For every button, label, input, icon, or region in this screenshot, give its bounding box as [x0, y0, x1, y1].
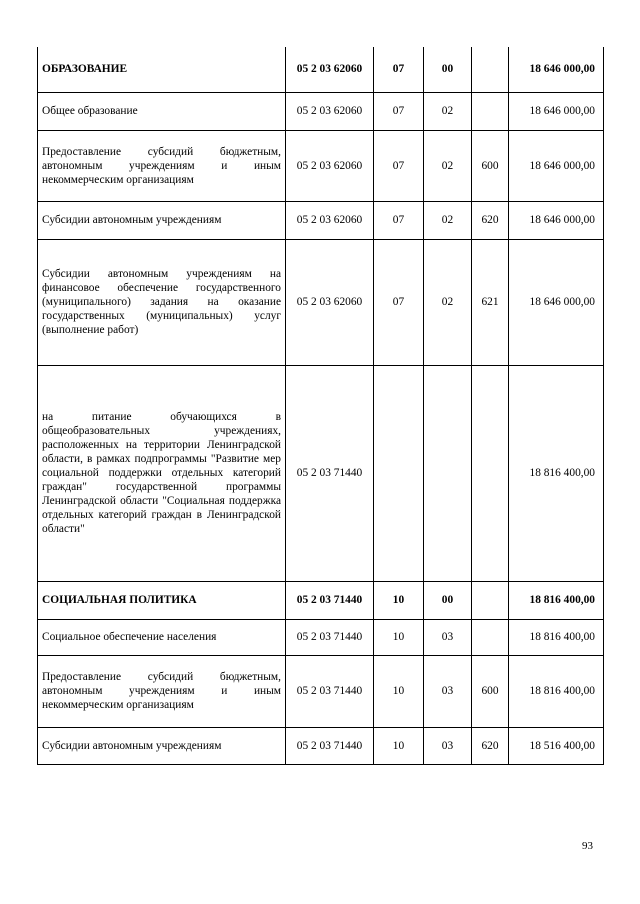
- row-amount: 18 516 400,00: [509, 727, 604, 764]
- row-name: на питание обучающихся в общеобразовательных учреждениях, расположенных на территории Ленинградской области, в рамках подпрограммы "Развитие мер социальной поддержки отдельных категорий граждан" государственной программы Ленинградской области "Социальная поддержка отдельных категорий граждан в Ленинградской области": [38, 365, 286, 581]
- row-code: 05 2 03 71440: [286, 619, 374, 655]
- row-expense-type: 620: [472, 727, 509, 764]
- row-section: 07: [374, 130, 424, 201]
- row-expense-type: [472, 581, 509, 619]
- row-amount: 18 816 400,00: [509, 365, 604, 581]
- row-name: Предоставление субсидий бюджетным, автономным учреждениям и иным некоммерческим организациям: [38, 655, 286, 727]
- row-amount: 18 646 000,00: [509, 92, 604, 130]
- row-expense-type: 600: [472, 655, 509, 727]
- row-amount: 18 646 000,00: [509, 201, 604, 239]
- row-subsection: 03: [424, 619, 472, 655]
- table-row: [38, 619, 604, 655]
- table-row: [38, 201, 604, 239]
- table-row: [38, 365, 604, 581]
- row-name: ОБРАЗОВАНИЕ: [38, 47, 286, 92]
- budget-table: [37, 47, 604, 765]
- row-expense-type: [472, 47, 509, 92]
- table-row: [38, 655, 604, 727]
- row-code: 05 2 03 62060: [286, 92, 374, 130]
- row-name: Предоставление субсидий бюджетным, автономным учреждениям и иным некоммерческим организациям: [38, 130, 286, 201]
- row-subsection: 02: [424, 239, 472, 365]
- row-subsection: [424, 365, 472, 581]
- row-code: 05 2 03 71440: [286, 581, 374, 619]
- row-code: 05 2 03 62060: [286, 201, 374, 239]
- row-subsection: 00: [424, 47, 472, 92]
- row-code: 05 2 03 71440: [286, 655, 374, 727]
- row-section: [374, 365, 424, 581]
- row-name: Субсидии автономным учреждениям: [38, 201, 286, 239]
- row-code: 05 2 03 62060: [286, 47, 374, 92]
- row-section: 10: [374, 581, 424, 619]
- row-subsection: 02: [424, 201, 472, 239]
- page-number: 93: [582, 840, 593, 852]
- row-subsection: 02: [424, 130, 472, 201]
- table-row: [38, 727, 604, 764]
- table-row: [38, 47, 604, 92]
- row-code: 05 2 03 71440: [286, 365, 374, 581]
- row-section: 07: [374, 201, 424, 239]
- row-amount: 18 816 400,00: [509, 581, 604, 619]
- row-section: 10: [374, 655, 424, 727]
- row-subsection: 03: [424, 727, 472, 764]
- table-row: [38, 581, 604, 619]
- row-subsection: 00: [424, 581, 472, 619]
- row-name: Социальное обеспечение населения: [38, 619, 286, 655]
- row-expense-type: [472, 619, 509, 655]
- table-row: [38, 130, 604, 201]
- row-name: Общее образование: [38, 92, 286, 130]
- row-amount: 18 646 000,00: [509, 130, 604, 201]
- row-subsection: 03: [424, 655, 472, 727]
- row-section: 07: [374, 239, 424, 365]
- row-name: Субсидии автономным учреждениям на финансовое обеспечение государственного (муниципального) задания на оказание государственных (муниципальных) услуг (выполнение работ): [38, 239, 286, 365]
- row-name: СОЦИАЛЬНАЯ ПОЛИТИКА: [38, 581, 286, 619]
- row-subsection: 02: [424, 92, 472, 130]
- row-expense-type: 620: [472, 201, 509, 239]
- row-expense-type: 621: [472, 239, 509, 365]
- row-expense-type: [472, 92, 509, 130]
- row-section: 10: [374, 727, 424, 764]
- row-amount: 18 816 400,00: [509, 619, 604, 655]
- row-amount: 18 816 400,00: [509, 655, 604, 727]
- row-expense-type: 600: [472, 130, 509, 201]
- row-section: 10: [374, 619, 424, 655]
- row-name: Субсидии автономным учреждениям: [38, 727, 286, 764]
- table-row: [38, 239, 604, 365]
- row-amount: 18 646 000,00: [509, 47, 604, 92]
- row-amount: 18 646 000,00: [509, 239, 604, 365]
- row-section: 07: [374, 47, 424, 92]
- row-expense-type: [472, 365, 509, 581]
- row-code: 05 2 03 71440: [286, 727, 374, 764]
- row-code: 05 2 03 62060: [286, 130, 374, 201]
- row-code: 05 2 03 62060: [286, 239, 374, 365]
- row-section: 07: [374, 92, 424, 130]
- table-row: [38, 92, 604, 130]
